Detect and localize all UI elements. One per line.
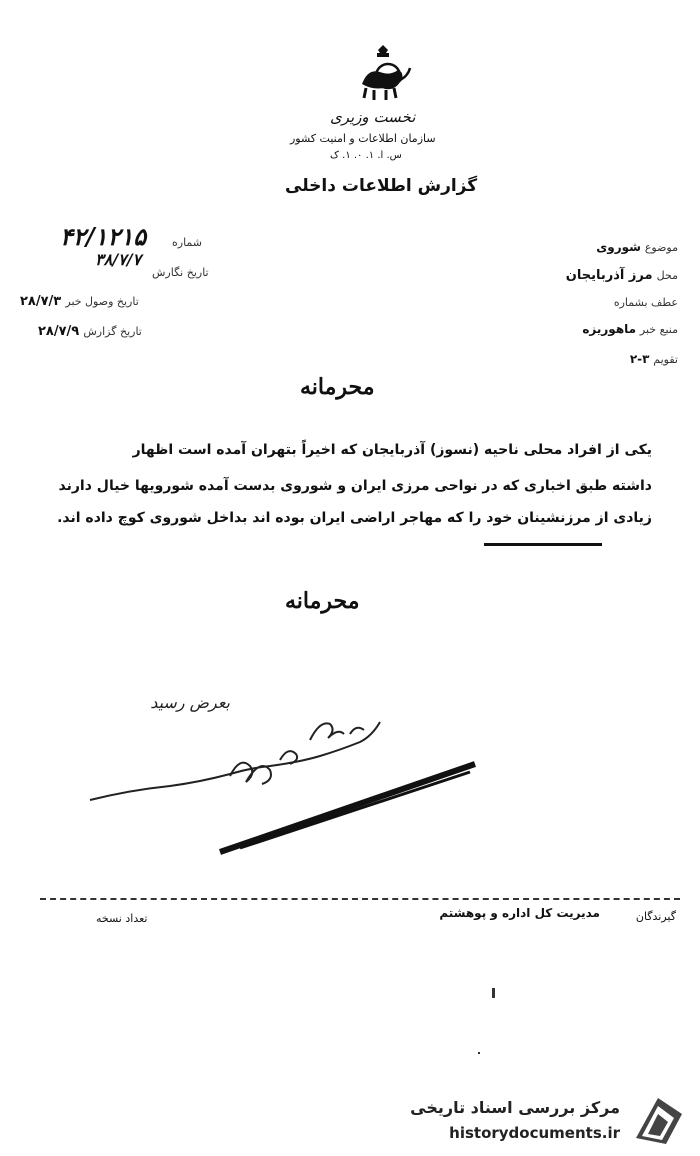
place-row bbox=[566, 268, 678, 283]
recipients-label: گیرندگان bbox=[635, 910, 676, 923]
number-label: شماره bbox=[172, 236, 203, 249]
source-row bbox=[582, 322, 678, 336]
body-line-3: زیادی از مرزنشینان خود را که مهاجر اراضی ایران بوده اند بداخل شوروی کوچ داده اند. bbox=[57, 510, 652, 526]
report-title: گزارش اطلاعات داخلی bbox=[285, 176, 478, 196]
stray-mark bbox=[492, 988, 495, 998]
calendar-label: تقویم bbox=[653, 353, 678, 366]
calendar-row bbox=[630, 352, 678, 366]
org-line-code: س. ا. ۱. ۰. ۱. ک bbox=[330, 150, 402, 161]
subject-row bbox=[596, 240, 678, 254]
signature-note: بعرض رسید bbox=[150, 693, 230, 712]
place-value: مرز آذربایجان bbox=[565, 268, 653, 283]
arrival-date-label: تاریخ وصول خبر bbox=[65, 295, 139, 308]
stray-dot bbox=[478, 1052, 480, 1054]
body-line-2: داشته طبق اخباری که در نواحی مرزی ایران و شوروی بدست آمده شورویها خیال دارند bbox=[58, 478, 652, 494]
classification-top: محرمانه bbox=[300, 374, 375, 400]
report-date-row bbox=[38, 324, 142, 339]
org-line-ministry: نخست وزیری bbox=[330, 108, 416, 126]
report-date-label: تاریخ گزارش bbox=[83, 325, 142, 338]
copies-label: تعداد نسخه bbox=[96, 912, 148, 925]
recipients-value: مدیریت کل اداره و پوهشتم bbox=[439, 906, 600, 920]
watermark-title: مرکز بررسی اسناد تاریخی bbox=[410, 1098, 620, 1117]
source-label: منبع خبر bbox=[639, 323, 678, 336]
handwritten-number: ۴۲/۱۲۱۵ bbox=[60, 222, 147, 251]
org-line-agency: سازمان اطلاعات و امنیت کشور bbox=[290, 132, 436, 145]
reference-row bbox=[614, 296, 678, 309]
footer-rule bbox=[40, 898, 680, 900]
subject-value: شوروی bbox=[596, 240, 641, 254]
lion-and-sun-emblem-icon bbox=[352, 44, 414, 106]
end-of-text-dash bbox=[484, 543, 602, 546]
watermark-url: historydocuments.ir bbox=[449, 1124, 620, 1142]
handwritten-signature bbox=[80, 680, 480, 860]
reference-label: عطف بشماره bbox=[613, 296, 678, 309]
source-value: ماهوریزه bbox=[582, 322, 637, 336]
arrival-date-row bbox=[20, 294, 139, 309]
calendar-value: ۳-۲ bbox=[629, 352, 650, 366]
classification-bottom: محرمانه bbox=[285, 588, 360, 614]
handwritten-write-date: ۳۸/۷/۷ bbox=[95, 250, 142, 269]
archive-logo-icon bbox=[628, 1092, 688, 1148]
write-date-label: تاریخ نگارش bbox=[152, 266, 209, 279]
body-line-1: یکی از افراد محلی ناحیه (نسوز) آذربایجان که اخیراً بتهران آمده است اظهار bbox=[132, 442, 652, 458]
arrival-date-value: ۲۸/۷/۳ bbox=[20, 294, 62, 309]
place-label: محل bbox=[656, 269, 678, 282]
subject-label: موضوع bbox=[644, 241, 678, 254]
report-date-value: ۲۸/۷/۹ bbox=[38, 324, 80, 339]
